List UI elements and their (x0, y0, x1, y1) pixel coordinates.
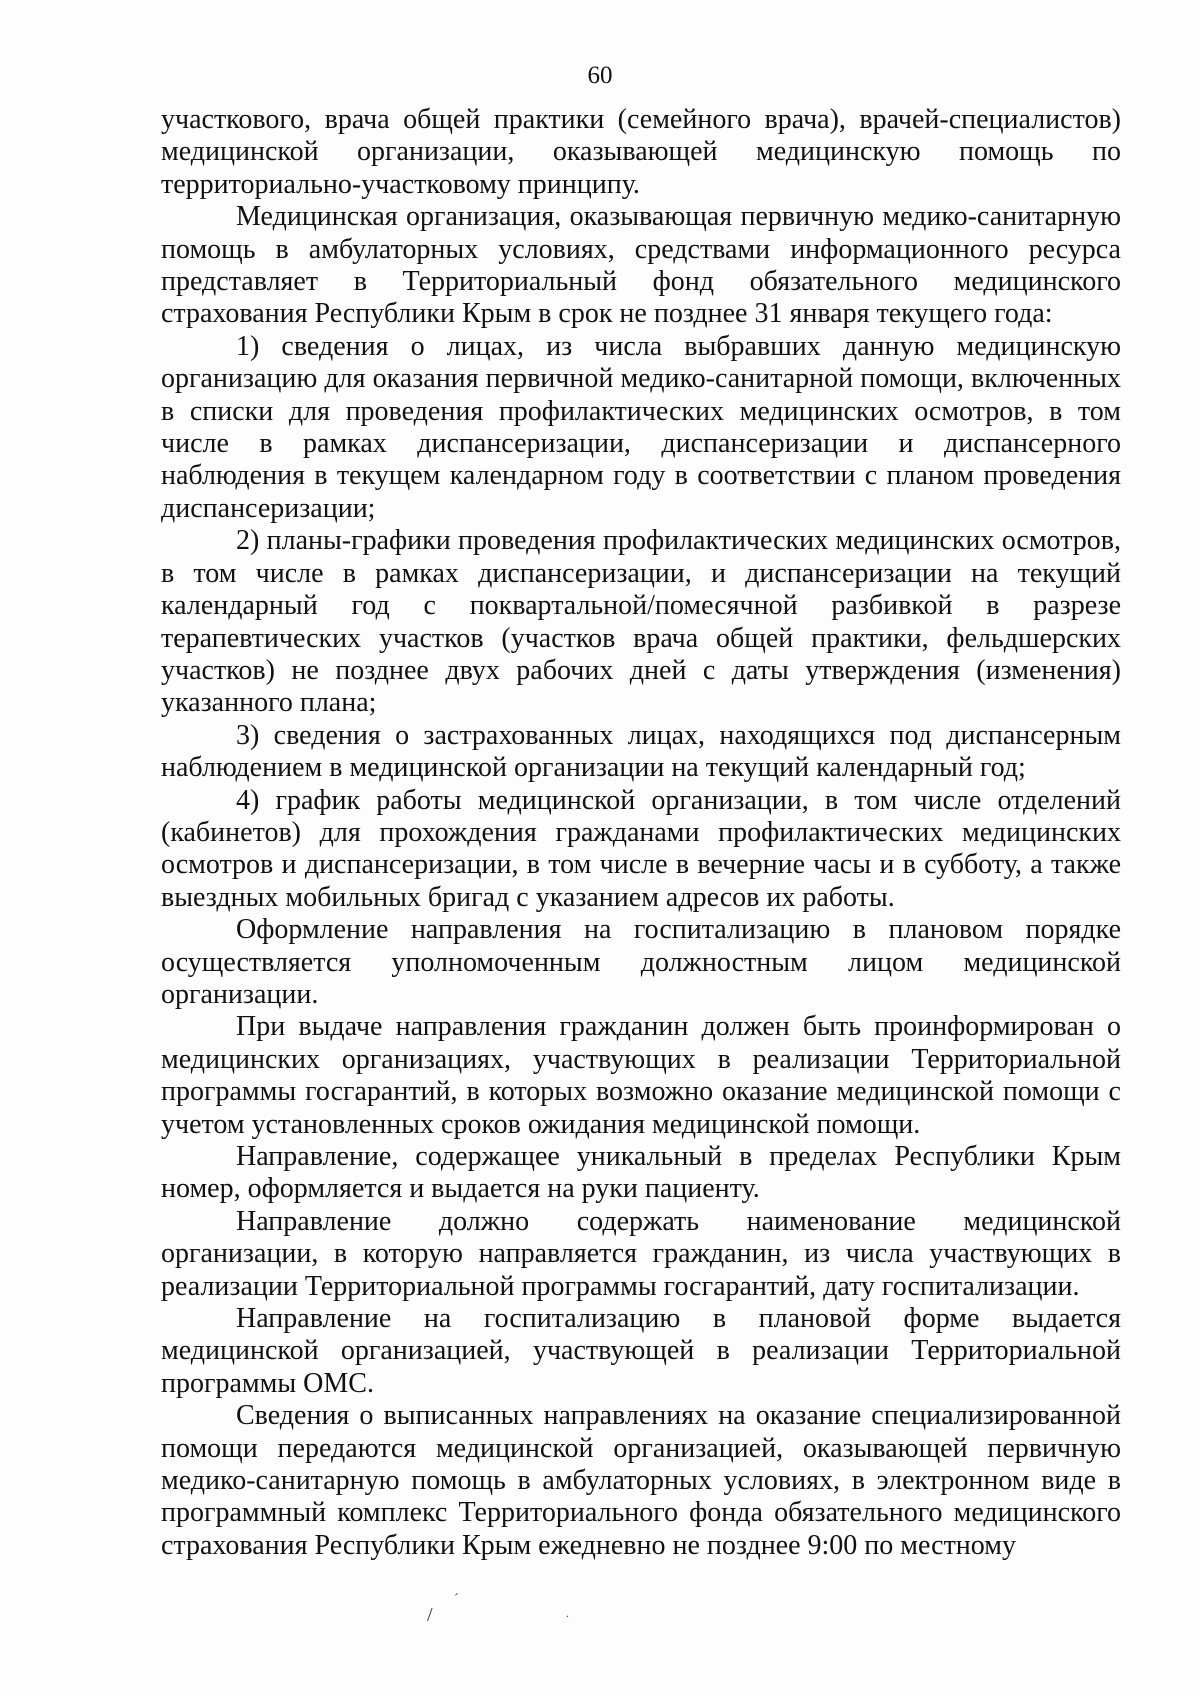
paragraph: Направление на госпитализацию в плановой форме выдается медицинской организацией, участвующей в реализации Территориальной программы ОМС. (161, 1303, 1121, 1399)
document-body (161, 104, 1121, 1562)
scan-artifact: ´ (454, 1592, 459, 1607)
paragraph: При выдаче направления гражданин должен быть проинформирован о медицинских организациях, участвующих в реализации Территориальной программы госгарантий, в которых возможно оказание медицинской помощи с учетом установленных сроков ожидания медицинской помощи. (161, 1011, 1121, 1140)
list-item-paragraph: 4) график работы медицинской организации, в том числе отделений (кабинетов) для прохождения гражданами профилактических медицинских осмотров и диспансеризации, в том числе в вечерние часы и в субботу, а также выездных мобильных бригад с указанием адресов их работы. (161, 784, 1121, 913)
paragraph: Сведения о выписанных направлениях на оказание специализированной помощи передаются медицинской организацией, оказывающей первичную медико-санитарную помощь в амбулаторных условиях, в электронном виде в программный комплекс Территориального фонда обязательного медицинского страхования Республики Крым ежедневно не позднее 9:00 по местному (161, 1400, 1121, 1561)
paragraph: Направление, содержащее уникальный в пределах Республики Крым номер, оформляется и выдается на руки пациенту. (161, 1141, 1121, 1205)
list-item-paragraph: 2) планы-графики проведения профилактических медицинских осмотров, в том числе в рамках диспансеризации, и диспансеризации на текущий календарный год с поквартальной/помесячной разбивкой в разрезе терапевтических участков (участков врача общей практики, фельдшерских участков) не позднее двух рабочих дней с даты утверждения (изменения) указанного плана; (161, 525, 1121, 719)
list-item-paragraph: 1) сведения о лицах, из числа выбравших данную медицинскую организацию для оказания первичной медико-санитарной помощи, включенных в списки для проведения профилактических медицинских осмотров, в том числе в рамках диспансеризации, диспансеризации и диспансерного наблюдения в текущем календарном году в соответствии с планом проведения диспансеризации; (161, 330, 1121, 524)
page-number: 60 (587, 62, 613, 89)
list-item-paragraph: 3) сведения о застрахованных лицах, находящихся под диспансерным наблюдением в медицинской организации на текущий календарный год; (161, 719, 1121, 784)
paragraph: Направление должно содержать наименование медицинской организации, в которую направляется гражданин, из числа участвующих в реализации Территориальной программы госгарантий, дату госпитализации. (161, 1205, 1121, 1302)
paragraph: Медицинская организация, оказывающая первичную медико-санитарную помощь в амбулаторных условиях, средствами информационного ресурса представляет в Территориальный фонд обязательного медицинского страхования Республики Крым в срок не позднее 31 января текущего года: (161, 201, 1121, 330)
paragraph: участкового, врача общей практики (семейного врача), врачей-специалистов) медицинской организации, оказывающей медицинскую помощь по территориально-участковому принципу. (161, 104, 1121, 200)
paragraph: Оформление направления на госпитализацию в плановом порядке осуществляется уполномоченным должностным лицом медицинской организации. (161, 914, 1121, 1010)
scan-artifact: . (566, 1606, 569, 1620)
scan-artifact: / (427, 1604, 433, 1626)
